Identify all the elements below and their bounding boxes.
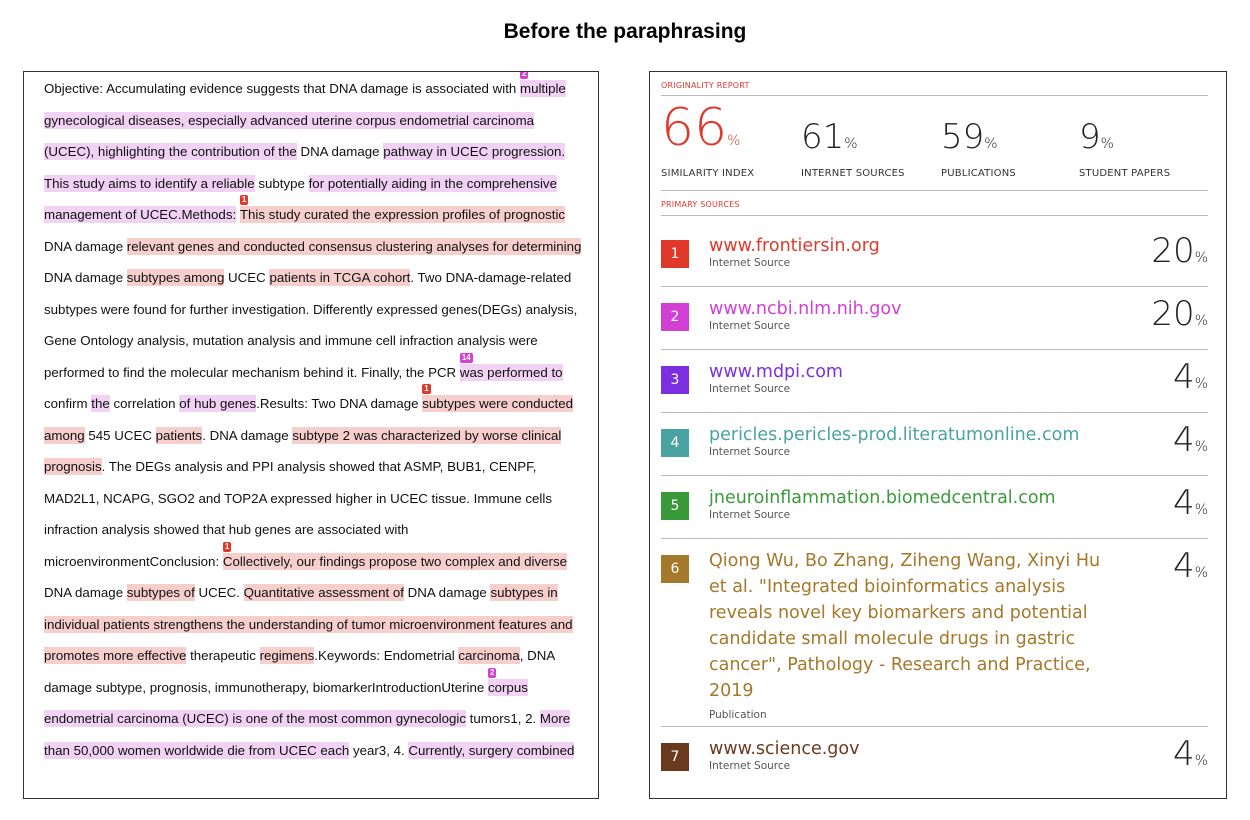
match-source-number[interactable]: 2 (489, 667, 495, 677)
percent-sign: % (1194, 439, 1208, 455)
source-type-label: Internet Source (709, 760, 791, 772)
document-text-run: 545 UCEC (84, 427, 156, 443)
percent-sign: % (1194, 753, 1208, 769)
highlighted-match-text: More than 50,000 women worldwide die from UCEC each (44, 711, 571, 758)
stat-label: SIMILARITY INDEX (661, 168, 755, 179)
highlighted-match-text: of hub genes (179, 396, 257, 411)
highlighted-match-text: the (91, 396, 110, 411)
document-text-run: , DNA damage subtype, prognosis, immunotherapy, biomarkerIntroductionUterine (44, 648, 555, 695)
stat-value: 66 (661, 98, 728, 158)
document-text-run: DNA damage (44, 238, 127, 254)
document-text-run: therapeutic (186, 648, 260, 663)
stat-internet-sources (801, 117, 905, 179)
source-type-label: Internet Source (709, 320, 791, 332)
percent-sign: % (1194, 565, 1208, 581)
source-percentage-value: 20 (1151, 294, 1195, 334)
stat-pct: % (727, 133, 741, 149)
percent-sign: % (1194, 502, 1208, 518)
source-row[interactable] (661, 476, 1208, 539)
highlighted-match-text: subtypes were conducted among (44, 396, 574, 443)
document-text-run: DNA damage (44, 270, 127, 285)
document-text-run: .Keywords: Endometrial (314, 648, 459, 663)
highlighted-match-text: regimens (259, 648, 315, 663)
divider (661, 190, 1208, 191)
document-text-run: DNA damage (44, 585, 127, 600)
stat-publications (941, 117, 1016, 179)
stat-value: 59 (941, 117, 985, 157)
document-text-run: DNA damage (403, 585, 491, 600)
source-type-label: Internet Source (709, 383, 791, 395)
document-text-run: . Two DNA-damage-related subtypes were found for further investigation. Differently expressed genes(DEGs) analysis, Gene Ontology analysis, mutation analysis and immune cell infraction analysis were performed to find the molecular mechanism behind it. Finally, the PCR (44, 270, 578, 380)
stat-student-papers (1079, 117, 1170, 179)
primary-sources-header: PRIMARY SOURCES (661, 200, 740, 209)
source-rank-badge: 1 (661, 240, 689, 268)
highlighted-match-text: Quantitative assessment of (243, 585, 404, 600)
source-percentage (1151, 294, 1208, 334)
document-text-run: . DNA damage (202, 427, 293, 443)
source-rank-badge: 7 (661, 743, 689, 771)
source-row[interactable] (661, 727, 1208, 787)
document-text-run: Objective: Accumulating evidence suggests that DNA damage is associated with (44, 81, 520, 96)
document-text-run: DNA damage (296, 144, 384, 159)
divider (661, 95, 1208, 96)
stat-pct: % (844, 136, 858, 152)
source-name-link[interactable]: www.science.gov (709, 739, 860, 759)
page-title: Before the paraphrasing (503, 20, 747, 43)
source-percentage-value: 4 (1173, 357, 1195, 397)
source-percentage (1173, 734, 1208, 774)
source-rank-badge: 5 (661, 492, 689, 520)
highlighted-match-text: patients in TCGA cohort (269, 270, 411, 285)
source-rank-badge: 6 (661, 555, 689, 583)
source-row[interactable] (661, 224, 1208, 287)
document-panel (23, 71, 599, 799)
stat-similarity-index (661, 98, 755, 179)
source-name-link[interactable]: jneuroinflammation.biomedcentral.com (709, 488, 1056, 508)
highlighted-match-text: relevant genes and conducted consensus clustering analyses for determining (126, 238, 582, 254)
stat-value: 9 (1079, 117, 1101, 157)
source-percentage (1173, 357, 1208, 397)
highlighted-match-text: was performed to (459, 364, 563, 380)
source-percentage-value: 4 (1173, 483, 1195, 523)
highlighted-match-text: subtypes in individual patients strengthens the understanding of tumor microenvironment features and promotes more effective (44, 585, 573, 663)
source-type-label: Internet Source (709, 509, 791, 521)
source-type-label: Publication (709, 709, 767, 721)
originality-report-panel (649, 71, 1227, 799)
source-percentage (1173, 546, 1208, 586)
percent-sign: % (1194, 250, 1208, 266)
source-row[interactable] (661, 413, 1208, 476)
stat-label: INTERNET SOURCES (801, 168, 905, 179)
stat-label: PUBLICATIONS (941, 168, 1016, 179)
source-row[interactable] (661, 350, 1208, 413)
document-text-run: UCEC (224, 270, 270, 285)
document-text-run: tumors1, 2. (465, 711, 540, 726)
stat-pct: % (984, 136, 998, 152)
stat-label: STUDENT PAPERS (1079, 168, 1171, 179)
highlighted-match-text: This study curated the expression profiles of prognostic (239, 207, 566, 222)
highlighted-match-text: patients (155, 427, 203, 443)
source-percentage (1173, 483, 1208, 523)
source-percentage (1151, 231, 1208, 271)
originality-report-header: ORIGINALITY REPORT (661, 81, 750, 90)
document-text-run: . The DEGs analysis and PPI analysis showed that ASMP, BUB1, CENPF, MAD2L1, NCAPG, SGO2 and TOP2A expressed higher in UCEC tissue. Immune cells infraction analysis showed that hub genes are associated with microenvironmentConclusion: (44, 459, 552, 569)
match-source-number[interactable]: 2 (522, 71, 527, 78)
document-text-run: UCEC. (194, 585, 244, 600)
percent-sign: % (1194, 376, 1208, 392)
match-source-number[interactable]: 1 (241, 195, 247, 204)
source-percentage (1173, 420, 1208, 460)
highlighted-match-text: for potentially aiding in the comprehensive management of UCEC.Methods: (44, 175, 557, 222)
highlighted-match-text: pathway in UCEC progression. This study aims to identify a reliable (44, 144, 566, 191)
document-text-run: subtype (254, 175, 309, 191)
document-text-run: year3, 4. (349, 742, 409, 758)
highlighted-match-text: Currently, surgery combined (408, 742, 575, 758)
source-rank-badge: 2 (661, 303, 689, 331)
document-text-run: correlation (109, 396, 180, 411)
source-name-link[interactable]: pericles.pericles-prod.literatumonline.com (709, 425, 1080, 445)
match-source-number[interactable]: 1 (424, 384, 429, 393)
stat-value: 61 (801, 117, 845, 157)
document-text-run: confirm (44, 396, 92, 411)
highlighted-match-text: corpus endometrial carcinoma (UCEC) is one of the most common gynecologic (44, 679, 528, 726)
match-source-number[interactable]: 1 (224, 541, 230, 551)
source-percentage-value: 4 (1173, 546, 1195, 586)
highlighted-match-text: carcinoma (458, 648, 520, 663)
stat-pct: % (1100, 136, 1114, 152)
divider (661, 215, 1208, 216)
document-text-run: .Results: Two DNA damage (256, 396, 423, 411)
source-name-link[interactable]: www.frontiersin.org (709, 236, 880, 256)
source-row[interactable] (661, 287, 1208, 350)
percent-sign: % (1194, 313, 1208, 329)
highlighted-match-text: subtype 2 was characterized by worse clinical prognosis (44, 427, 562, 474)
source-type-label: Internet Source (709, 257, 791, 269)
source-type-label: Internet Source (709, 446, 791, 458)
source-row[interactable] (661, 539, 1208, 727)
highlighted-match-text: subtypes among (126, 270, 225, 285)
highlighted-match-text: Collectively, our findings propose two complex and diverse (222, 553, 568, 569)
highlighted-match-text: subtypes of (126, 585, 195, 600)
source-name-link[interactable]: www.ncbi.nlm.nih.gov (709, 299, 902, 319)
source-rank-badge: 3 (661, 366, 689, 394)
source-percentage-value: 20 (1151, 231, 1195, 271)
source-name-link[interactable]: Qiong Wu, Bo Zhang, Ziheng Wang, Xinyi Hu et al. "Integrated bioinformatics analysis reveals novel key biomarkers and potential candidate small molecule drugs in gastric cancer", Pathology - Research and Practice, 2019 (709, 551, 1101, 701)
match-source-number[interactable]: 14 (461, 352, 471, 362)
highlighted-match-text: multiple gynecological diseases, especially advanced uterine corpus endometrial carcinoma (UCEC), highlighting the contribution of the (44, 81, 566, 159)
source-name-link[interactable]: www.mdpi.com (709, 362, 843, 382)
source-percentage-value: 4 (1173, 734, 1195, 774)
source-percentage-value: 4 (1173, 420, 1195, 460)
document-text (44, 73, 584, 766)
source-rank-badge: 4 (661, 429, 689, 457)
